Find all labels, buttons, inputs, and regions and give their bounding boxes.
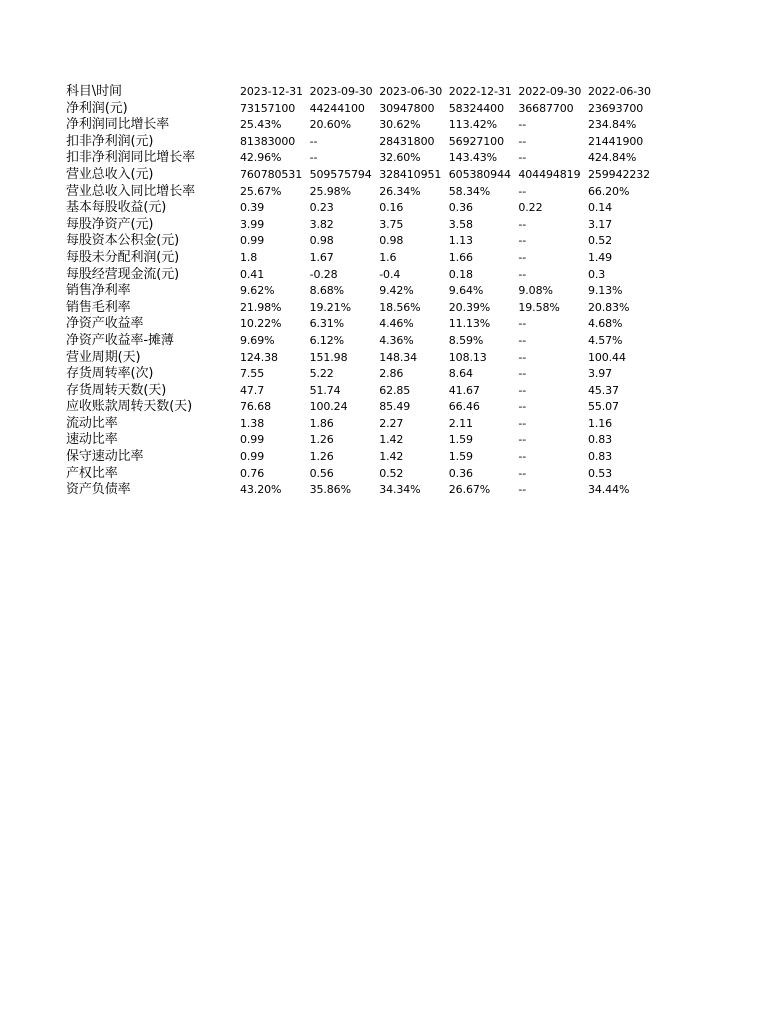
- cell-value: 1.59: [448, 450, 473, 464]
- cell-value: --: [518, 134, 527, 148]
- cell-value: --: [518, 317, 527, 331]
- table-row: [66, 200, 658, 217]
- cell-value: 20.39%: [448, 300, 491, 314]
- cell-value: 9.69%: [240, 333, 275, 347]
- cell-value: 0.99: [240, 433, 265, 447]
- table-row: [66, 117, 658, 134]
- cell-value: 7.55: [240, 367, 265, 381]
- cell-value: 143.43%: [448, 151, 498, 165]
- row-label: 每股未分配利润(元): [66, 249, 180, 265]
- cell-value: 0.36: [448, 466, 473, 480]
- cell-value: 9.64%: [448, 284, 484, 298]
- cell-value: 3.97: [587, 367, 613, 381]
- header-date: 2023-09-30: [309, 85, 373, 98]
- table-row: [66, 432, 658, 449]
- cell-value: --: [518, 217, 527, 231]
- cell-value: 1.26: [309, 433, 334, 447]
- table-body: [66, 84, 658, 499]
- header-subject-time: 科目\时间: [66, 84, 122, 99]
- table-row: [66, 184, 658, 201]
- cell-value: 6.12%: [309, 333, 345, 347]
- cell-value: 3.75: [379, 217, 404, 231]
- row-label: 产权比率: [66, 465, 118, 481]
- cell-value: 424.84%: [587, 151, 637, 165]
- cell-value: 2.11: [448, 416, 473, 430]
- cell-value: 0.18: [448, 267, 473, 281]
- cell-value: 21.98%: [240, 300, 282, 314]
- row-label: 存货周转天数(天): [66, 382, 167, 398]
- cell-value: 148.34: [379, 350, 418, 364]
- table-row: [66, 350, 658, 367]
- row-label: 基本每股收益(元): [66, 200, 167, 216]
- row-label: 每股资本公积金(元): [66, 233, 180, 249]
- cell-value: 0.52: [587, 234, 613, 248]
- cell-value: 0.23: [309, 201, 334, 215]
- cell-value: 32.60%: [379, 151, 421, 165]
- row-label: 营业周期(天): [66, 349, 141, 365]
- cell-value: 1.38: [240, 416, 265, 430]
- cell-value: 81383000: [240, 134, 296, 148]
- cell-value: --: [309, 151, 318, 165]
- row-label: 保守速动比率: [66, 449, 144, 465]
- cell-value: --: [518, 350, 527, 364]
- row-label: 存货周转率(次): [66, 366, 154, 382]
- cell-value: 4.46%: [379, 317, 414, 331]
- cell-value: --: [518, 151, 527, 165]
- cell-value: 25.98%: [309, 184, 351, 198]
- cell-value: 0.76: [240, 466, 265, 480]
- cell-value: 4.68%: [587, 317, 623, 331]
- cell-value: 30.62%: [379, 118, 421, 132]
- table-row: [66, 250, 658, 267]
- cell-value: --: [518, 416, 527, 430]
- cell-value: 0.83: [587, 433, 613, 447]
- cell-value: 0.98: [309, 234, 334, 248]
- cell-value: 328410951: [379, 167, 442, 181]
- row-label: 营业总收入(元): [66, 166, 154, 182]
- table-row: [66, 366, 658, 383]
- row-label: 应收账款周转天数(天): [66, 399, 193, 415]
- table-row: [66, 283, 658, 300]
- cell-value: 760780531: [240, 167, 303, 181]
- cell-value: 36687700: [518, 101, 574, 115]
- cell-value: 234.84%: [587, 118, 637, 132]
- table-row: [66, 134, 658, 151]
- header-date: 2022-06-30: [587, 85, 651, 98]
- cell-value: 43.20%: [240, 483, 282, 497]
- cell-value: 56927100: [448, 134, 504, 148]
- cell-value: 0.41: [240, 267, 265, 281]
- table-row: [66, 150, 658, 167]
- cell-value: 47.7: [240, 383, 265, 397]
- cell-value: --: [518, 118, 527, 132]
- table-row: [66, 399, 658, 416]
- cell-value: 0.83: [587, 450, 613, 464]
- cell-value: 8.59%: [448, 333, 484, 347]
- cell-value: 0.98: [379, 234, 404, 248]
- cell-value: --: [518, 267, 527, 281]
- header-date: 2023-12-31: [240, 85, 303, 98]
- cell-value: --: [518, 466, 527, 480]
- cell-value: 9.08%: [518, 284, 553, 298]
- cell-value: 1.6: [379, 250, 397, 264]
- cell-value: 113.42%: [448, 118, 498, 132]
- cell-value: 55.07: [587, 400, 619, 414]
- cell-value: 25.43%: [240, 118, 282, 132]
- cell-value: 25.67%: [240, 184, 282, 198]
- table-row: [66, 383, 658, 400]
- cell-value: 1.66: [448, 250, 473, 264]
- cell-value: 259942232: [587, 167, 651, 181]
- cell-value: 18.56%: [379, 300, 421, 314]
- cell-value: 62.85: [379, 383, 411, 397]
- cell-value: 30947800: [379, 101, 435, 115]
- cell-value: --: [518, 367, 527, 381]
- table-row: [66, 416, 658, 433]
- cell-value: 8.68%: [309, 284, 345, 298]
- cell-value: 45.37: [587, 383, 619, 397]
- cell-value: 124.38: [240, 350, 278, 364]
- row-label: 扣非净利润(元): [66, 133, 154, 149]
- row-label: 流动比率: [66, 415, 118, 431]
- financial-indicators-table: [66, 84, 658, 499]
- financial-sheet: [66, 84, 658, 499]
- cell-value: 3.82: [309, 217, 334, 231]
- cell-value: 34.34%: [379, 483, 421, 497]
- cell-value: 73157100: [240, 101, 296, 115]
- table-row: [66, 300, 658, 317]
- cell-value: 3.99: [240, 217, 265, 231]
- cell-value: 19.58%: [518, 300, 560, 314]
- cell-value: 0.14: [587, 201, 613, 215]
- cell-value: 1.59: [448, 433, 473, 447]
- row-label: 销售毛利率: [66, 299, 131, 315]
- table-row: [66, 101, 658, 118]
- header-date: 2022-09-30: [518, 85, 582, 98]
- cell-value: 100.24: [309, 400, 348, 414]
- cell-value: --: [309, 134, 318, 148]
- table-row: [66, 217, 658, 234]
- row-label: 扣非净利润同比增长率: [66, 150, 196, 166]
- row-label: 净资产收益率: [66, 316, 144, 332]
- cell-value: 0.52: [379, 466, 404, 480]
- header-date: 2022-12-31: [448, 85, 512, 98]
- cell-value: 605380944: [448, 167, 511, 181]
- cell-value: 11.13%: [448, 317, 491, 331]
- cell-value: 21441900: [587, 134, 644, 148]
- cell-value: 85.49: [379, 400, 411, 414]
- cell-value: 1.42: [379, 450, 404, 464]
- cell-value: --: [518, 433, 527, 447]
- cell-value: 9.62%: [240, 284, 275, 298]
- row-label: 速动比率: [66, 432, 118, 448]
- cell-value: 0.56: [309, 466, 334, 480]
- cell-value: 404494819: [518, 167, 581, 181]
- cell-value: 58.34%: [448, 184, 491, 198]
- cell-value: 3.58: [448, 217, 473, 231]
- cell-value: 108.13: [448, 350, 487, 364]
- cell-value: --: [518, 400, 527, 414]
- cell-value: --: [518, 383, 527, 397]
- cell-value: 66.46: [448, 400, 480, 414]
- cell-value: 0.99: [240, 234, 265, 248]
- cell-value: 1.49: [587, 250, 613, 264]
- header-row: [66, 84, 658, 101]
- cell-value: 28431800: [379, 134, 435, 148]
- table-row: [66, 482, 658, 499]
- cell-value: 1.86: [309, 416, 334, 430]
- row-label: 销售净利率: [66, 283, 131, 299]
- cell-value: 1.42: [379, 433, 404, 447]
- row-label: 资产负债率: [66, 482, 131, 498]
- table-row: [66, 267, 658, 284]
- cell-value: 9.13%: [587, 284, 623, 298]
- table-row: [66, 233, 658, 250]
- table-row: [66, 316, 658, 333]
- cell-value: 5.22: [309, 367, 334, 381]
- cell-value: 42.96%: [240, 151, 282, 165]
- cell-value: 0.36: [448, 201, 473, 215]
- cell-value: 9.42%: [379, 284, 414, 298]
- cell-value: 26.67%: [448, 483, 491, 497]
- cell-value: 0.3: [587, 267, 606, 281]
- cell-value: 0.39: [240, 201, 265, 215]
- cell-value: 3.17: [587, 217, 613, 231]
- cell-value: 10.22%: [240, 317, 282, 331]
- cell-value: 0.99: [240, 450, 265, 464]
- cell-value: 100.44: [587, 350, 626, 364]
- cell-value: 4.36%: [379, 333, 414, 347]
- row-label: 每股经营现金流(元): [66, 266, 180, 282]
- cell-value: 1.16: [587, 416, 613, 430]
- cell-value: --: [518, 250, 527, 264]
- cell-value: 6.31%: [309, 317, 345, 331]
- table-row: [66, 449, 658, 466]
- cell-value: --: [518, 450, 527, 464]
- cell-value: 2.86: [379, 367, 404, 381]
- cell-value: 1.67: [309, 250, 334, 264]
- cell-value: 0.22: [518, 201, 543, 215]
- cell-value: 20.83%: [587, 300, 630, 314]
- cell-value: 34.44%: [587, 483, 630, 497]
- cell-value: 509575794: [309, 167, 372, 181]
- cell-value: 151.98: [309, 350, 348, 364]
- cell-value: 76.68: [240, 400, 271, 414]
- cell-value: 66.20%: [587, 184, 630, 198]
- cell-value: 23693700: [587, 101, 644, 115]
- cell-value: 1.8: [240, 250, 258, 264]
- cell-value: 58324400: [448, 101, 504, 115]
- cell-value: -0.28: [309, 267, 338, 281]
- cell-value: 26.34%: [379, 184, 421, 198]
- cell-value: 2.27: [379, 416, 404, 430]
- cell-value: 0.53: [587, 466, 613, 480]
- row-label: 净资产收益率-摊薄: [66, 332, 174, 348]
- row-label: 净利润同比增长率: [66, 117, 170, 133]
- table-row: [66, 333, 658, 350]
- table-row: [66, 167, 658, 184]
- header-date: 2023-06-30: [379, 85, 443, 98]
- cell-value: 4.57%: [587, 333, 623, 347]
- cell-value: 0.16: [379, 201, 404, 215]
- table-row: [66, 466, 658, 483]
- cell-value: --: [518, 234, 527, 248]
- cell-value: 44244100: [309, 101, 365, 115]
- cell-value: 8.64: [448, 367, 473, 381]
- cell-value: --: [518, 184, 527, 198]
- row-label: 净利润(元): [66, 100, 128, 116]
- cell-value: 41.67: [448, 383, 480, 397]
- cell-value: 20.60%: [309, 118, 351, 132]
- cell-value: --: [518, 333, 527, 347]
- cell-value: 1.13: [448, 234, 473, 248]
- cell-value: -0.4: [379, 267, 401, 281]
- cell-value: 19.21%: [309, 300, 351, 314]
- cell-value: 51.74: [309, 383, 341, 397]
- cell-value: 35.86%: [309, 483, 351, 497]
- row-label: 每股净资产(元): [66, 216, 154, 232]
- cell-value: --: [518, 483, 527, 497]
- cell-value: 1.26: [309, 450, 334, 464]
- row-label: 营业总收入同比增长率: [66, 183, 196, 199]
